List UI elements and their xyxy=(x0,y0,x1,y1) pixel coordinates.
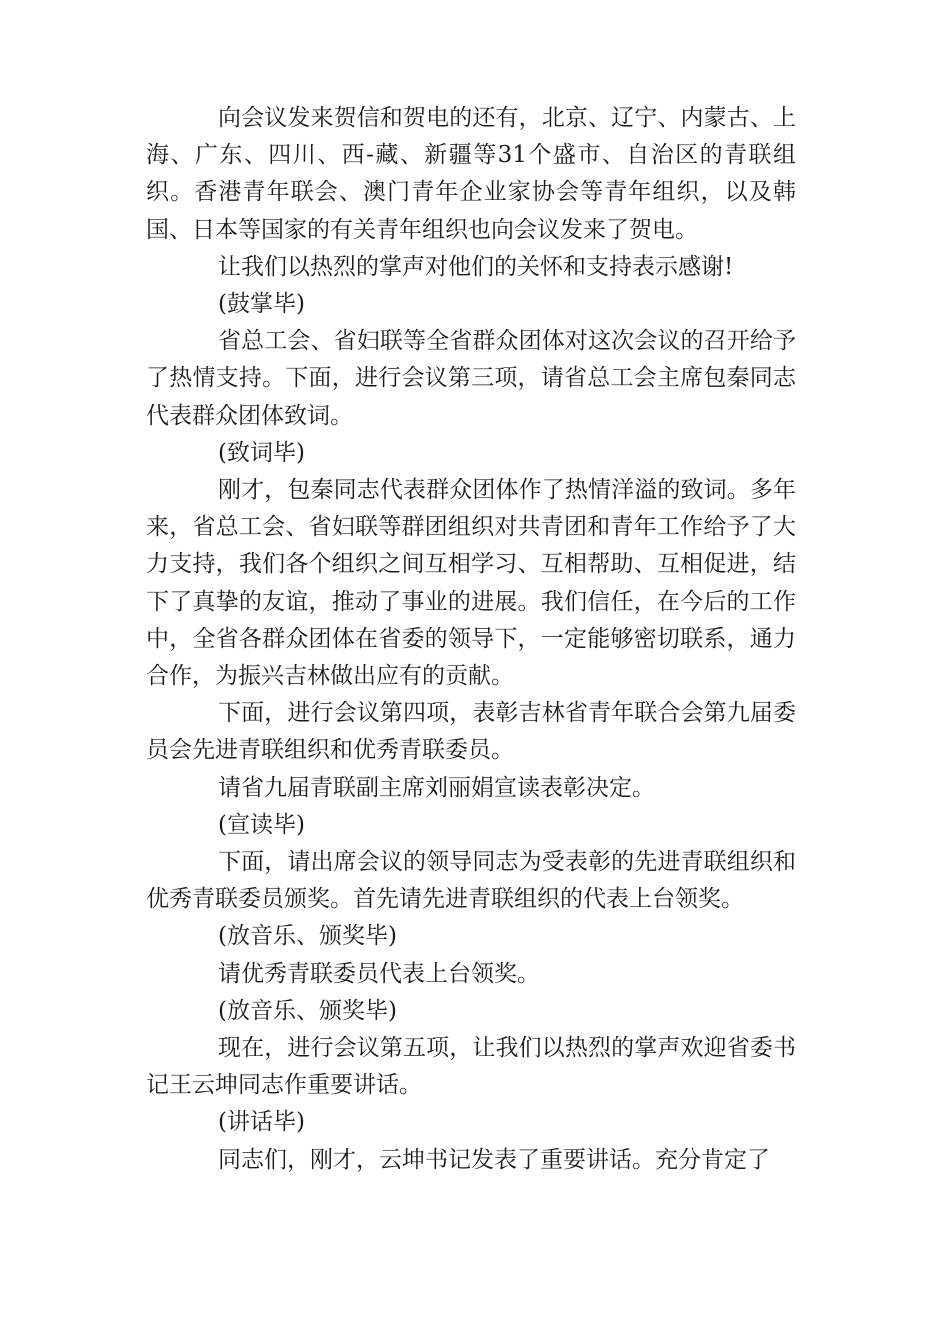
stage-note-music-award-1: (放音乐、颁奖毕) xyxy=(218,923,397,950)
paragraph-response: 刚才，包秦同志代表群众团体作了热情洋溢的致词。多年来，省总工会、省妇联等群团组织对共青团和青年工作给予了大力支持，我们各个组织之间互相学习、互相帮助、互相促进，结下了真挚的友谊，推动了事业的进展。我们信任，在今后的工作中，全省各群众团体在省委的领导下，一定能够密切联系，通力合作，为振兴吉林做出应有的贡献。 xyxy=(146,477,796,690)
paragraph-item-three: 省总工会、省妇联等全省群众团体对这次会议的召开给予了热情支持。下面，进行会议第三项，请省总工会主席包秦同志代表群众团体致词。 xyxy=(146,328,796,429)
paragraph-award-organizations: 下面，请出席会议的领导同志为受表彰的先进青联组织和优秀青联委员颁奖。首先请先进青联组织的代表上台领奖。 xyxy=(146,849,796,913)
document-page xyxy=(146,100,796,1179)
stage-note-talk-end: (讲话毕) xyxy=(218,1109,305,1136)
paragraph-read-decision: 请省九届青联副主席刘丽娟宣读表彰决定。 xyxy=(218,774,655,801)
stage-note-reading-end: (宣读毕) xyxy=(218,811,305,838)
stage-note-music-award-2: (放音乐、颁奖毕) xyxy=(218,997,397,1024)
paragraph-greetings: 向会议发来贺信和贺电的还有，北京、辽宁、内蒙古、上海、广东、四川、西-藏、新疆等31个盛市、自治区的青联组织。香港青年联会、澳门青年企业家协会等青年组织，以及韩国、日本等国家的有关青年组织也向会议发来了贺电。 xyxy=(146,105,796,243)
paragraph-item-five: 现在，进行会议第五项，让我们以热烈的掌声欢迎省委书记王云坤同志作重要讲话。 xyxy=(146,1035,796,1099)
stage-note-applause: (鼓掌毕) xyxy=(218,291,305,318)
paragraph-thanks: 让我们以热烈的掌声对他们的关怀和支持表示感谢! xyxy=(218,253,734,280)
paragraph-item-four: 下面，进行会议第四项，表彰吉林省青年联合会第九届委员会先进青联组织和优秀青联委员。 xyxy=(146,700,796,764)
stage-note-speech-end: (致词毕) xyxy=(218,439,305,466)
paragraph-award-members: 请优秀青联委员代表上台领奖。 xyxy=(218,960,540,987)
paragraph-closing-remarks: 同志们，刚才，云坤书记发表了重要讲话。充分肯定了 xyxy=(218,1146,770,1173)
